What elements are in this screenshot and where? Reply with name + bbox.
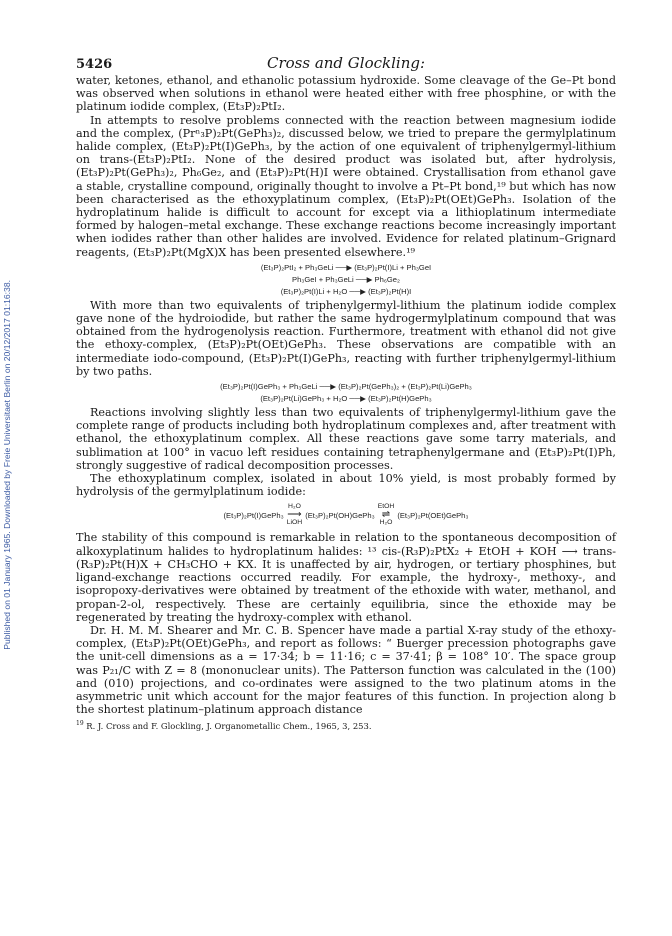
arrow-top-label: EtOH — [377, 503, 395, 511]
running-header — [76, 54, 616, 74]
footnote-marker: 19 — [76, 720, 84, 728]
reaction-scheme-2 — [76, 381, 616, 404]
equation-line: (Et₃P)₂Pt(Li)GePh₃ + H₂O ──▶ (Et₃P)₂Pt(H)GePh₃ — [260, 394, 432, 404]
paragraph-1: water, ketones, ethanol, and ethanolic potassium hydroxide. Some cleavage of the Ge–Pt bond was observed when solutions in ethanol were heated either with free phosphine, or with the platinum iodide complex, (Et₃P)₂PtI₂. — [76, 74, 616, 114]
paragraph-4: Reactions involving slightly less than two equivalents of triphenylgermyl-lithium gave the complete range of products including both hydroplatinum complexes and, after treatment with ethanol, the ethoxyplatinum complex. All these reactions gave some tarry materials, and sublimation at 100° in vacuo left residues containing tetraphenylgermane and (Et₃P)₂Pt(I)Ph, strongly suggestive of radical decomposition processes. — [76, 406, 616, 472]
equation-line: (Et₃P)₂Pt(I)GePh₃ + Ph₃GeLi ──▶ (Et₃P)₂Pt(GePh₃)₂ + (Et₃P)₂Pt(Li)GePh₃ — [220, 382, 472, 392]
equation-line: (Et₃P)₂PtI₂ + Ph₃GeLi ──▶ (Et₃P)₂Pt(I)Li + Ph₃GeI — [260, 262, 432, 272]
equilibrium-arrow — [378, 503, 395, 527]
intermediate: (Et₃P)₂Pt(OH)GePh₃ — [305, 510, 375, 520]
paragraph-5: The ethoxyplatinum complex, isolated in about 10% yield, is most probably formed by hydrolysis of the germylplatinum iodide: — [76, 472, 616, 499]
paragraph-3: With more than two equivalents of triphenylgermyl-lithium the platinum iodide complex gave none of the hydroiodide, but rather the same hydrogermylplatinum compound that was obtained from the hydrogenolysis reaction. Furthermore, treatment with ethanol did not give the ethoxy-complex, (Et₃P)₂Pt(OEt)GePh₃. These observations are compatible with an intermediate iodo-compound, (Et₃P)₂Pt(I)GePh₃, reacting with further triphenylgermyl-lithium by two paths. — [76, 298, 616, 378]
download-watermark-text: Published on 01 January 1965. Downloaded by Freie Universitaet Berlin on 20/12/2017 01:16:38. — [2, 280, 12, 650]
download-watermark — [0, 180, 14, 750]
paragraph-2: In attempts to resolve problems connected with the reaction between magnesium iodide and the complex, (Prⁿ₃P)₂Pt(GePh₃)₂, discussed below, we tried to prepare the germylplatinum halide complex, (Et₃P)₂Pt(I)GePh₃, by the action of one equivalent of triphenylgermyl-lithium on trans-(Et₃P)₂PtI₂. None of the desired product was isolated but, after hydrolysis, (Et₃P)₂Pt(GePh₃)₂, Ph₆Ge₂, and (Et₃P)₂Pt(H)I were obtained. Crystallisation from ethanol gave a stable, crystalline compound, originally thought to involve a Pt–Pt bond,¹⁹ but which has now been characterised as the ethoxyplatinum complex, (Et₃P)₂Pt(OEt)GePh₃. Isolation of the hydroplatinum halide is difficult to account for except via a lithioplatinum intermediate formed by halogen–metal exchange. These exchange reactions become increasingly important when iodides rather than other halides are involved. Evidence for related platinum–Grignard reagents, (Et₃P)₂Pt(MgX)X has been presented elsewhere.¹⁹ — [76, 113, 616, 259]
footnote — [76, 718, 616, 732]
arrow-right-icon: ⟶ — [287, 509, 302, 521]
reactant: (Et₃P)₂Pt(I)GePh₃ — [223, 510, 284, 520]
running-title: Cross and Glockling: — [266, 54, 426, 72]
reaction-arrow — [287, 503, 303, 527]
reaction-scheme-3 — [76, 503, 616, 527]
arrow-bottom-label: H₂O — [379, 519, 393, 527]
arrow-top-label: H₂O — [288, 503, 301, 511]
footnote-text: R. J. Cross and F. Glockling, J. Organometallic Chem., 1965, 3, 253. — [83, 721, 372, 732]
paragraph-7: Dr. H. M. M. Shearer and Mr. C. B. Spencer have made a partial X-ray study of the ethoxy-complex, (Et₃P)₂Pt(OEt)GePh₃, and report as follows: “ Buerger precession photographs gave the unit-cell dimensions as a = 17·34; b = 11·16; c = 37·41; β = 108° 10′. The space group was P₂₁/C with Z = 8 (mononuclear units). The Patterson function was calculated in the (100) and (010) projections, and co-ordinates were assigned to the two platinum atoms in the asymmetric unit which account for the major features of this function. In projection along b the shortest platinum–platinum approach distance — [76, 623, 616, 717]
arrow-bottom-label: LiOH — [286, 519, 303, 527]
page-number: 5426 — [76, 57, 113, 72]
equation-line: (Et₃P)₂Pt(I)Li + H₂O ──▶ (Et₃P)₂Pt(H)I — [280, 286, 412, 296]
equilibrium-arrows-icon: ⇌ — [381, 509, 391, 521]
equation-line: Ph₃GeI + Ph₃GeLi ──▶ Ph₆Ge₂ — [292, 274, 400, 284]
page-content — [76, 54, 616, 732]
product: (Et₃P)₂Pt(OEt)GePh₃ — [397, 510, 469, 520]
reaction-scheme-1 — [76, 262, 616, 297]
paragraph-6: The stability of this compound is remarkable in relation to the spontaneous decomposition of alkoxyplatinum halides to hydroplatinum halides: ¹³ cis-(R₃P)₂PtX₂ + EtOH + KOH ⟶ trans-(R₃P)₂Pt(H)X + CH₃CHO + KX. It is unaffected by air, hydrogen, or tertiary phosphines, but ligand-exchange reactions occurred readily. For example, the hydroxy-, methoxy-, and isopropoxy-derivatives were obtained by treatment of the ethoxide with water, methanol, and propan-2-ol, respectively. These are certainly equilibria, since the ethoxide may be regenerated by treating the hydroxy-complex with ethanol. — [76, 531, 616, 624]
